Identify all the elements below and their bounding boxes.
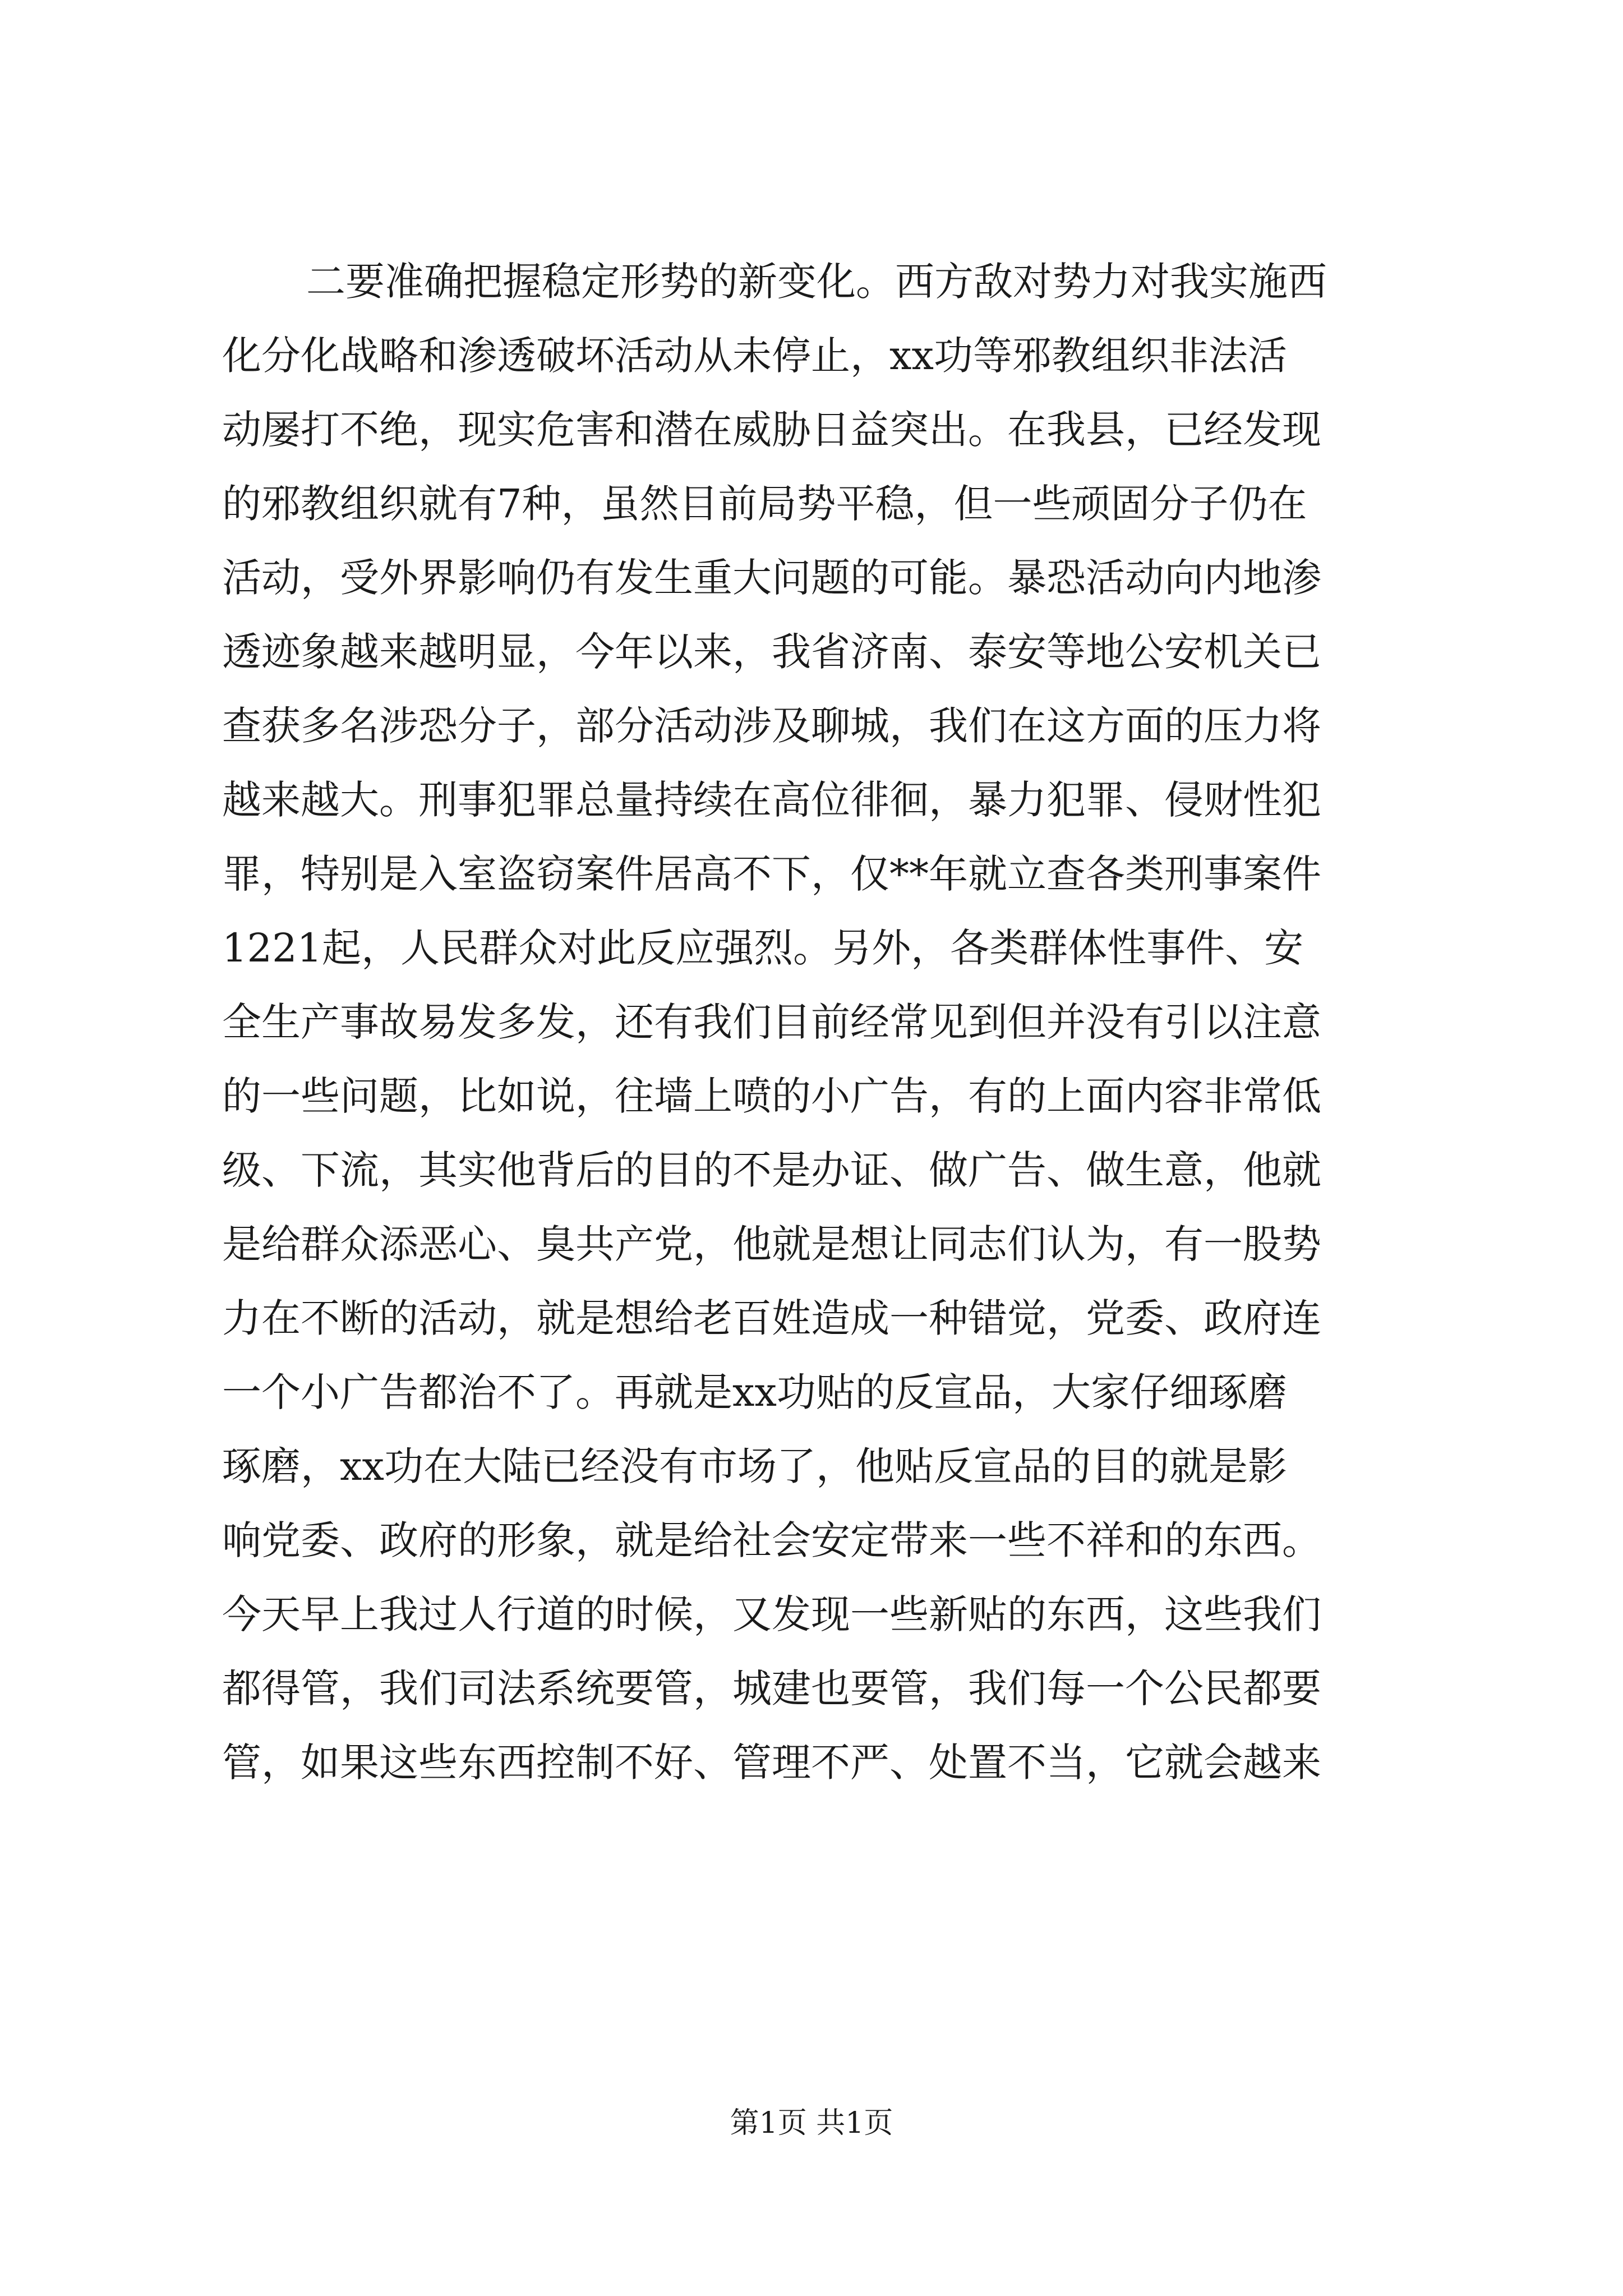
text-line: 力在不断的活动，就是想给老百姓造成一种错觉，党委、政府连 [222,1295,1321,1341]
text-line: 级、下流，其实他背后的目的不是办证、做广告、做生意，他就 [222,1147,1321,1193]
text-line: 都得管，我们司法系统要管，城建也要管，我们每一个公民都要 [222,1665,1321,1711]
text-line: 琢磨，xx功在大陆已经没有市场了，他贴反宣品的目的就是影 [222,1443,1287,1489]
text-line: 响党委、政府的形象，就是给社会安定带来一些不祥和的东西。 [222,1517,1321,1563]
text-line: 管，如果这些东西控制不好、管理不严、处置不当，它就会越来 [222,1740,1321,1786]
text-line: 化分化战略和渗透破坏活动从未停止，xx功等邪教组织非法活 [222,333,1287,379]
text-line: 活动，受外界影响仍有发生重大问题的可能。暴恐活动向内地渗 [222,555,1321,601]
page-footer: 第1页 共1页 [730,2106,893,2140]
text-line: 的邪教组织就有7种，虽然目前局势平稳，但一些顽固分子仍在 [222,481,1307,527]
text-line: 一个小广告都治不了。再就是xx功贴的反宣品，大家仔细琢磨 [222,1369,1287,1415]
text-line: 越来越大。刑事犯罪总量持续在高位徘徊，暴力犯罪、侵财性犯 [222,777,1321,823]
text-line: 罪，特别是入室盗窃案件居高不下，仅**年就立查各类刑事案件 [222,851,1321,897]
body-paragraph [222,245,1417,1800]
text-line: 二要准确把握稳定形势的新变化。西方敌对势力对我实施西 [306,259,1327,305]
text-line: 的一些问题，比如说，往墙上喷的小广告，有的上面内容非常低 [222,1073,1321,1119]
text-line: 动屡打不绝，现实危害和潜在威胁日益突出。在我县，已经发现 [222,407,1321,453]
text-line: 查获多名涉恐分子，部分活动涉及聊城，我们在这方面的压力将 [222,703,1321,749]
text-line: 1221起，人民群众对此反应强烈。另外，各类群体性事件、安 [222,925,1304,971]
text-line: 透迹象越来越明显，今年以来，我省济南、泰安等地公安机关已 [222,629,1321,675]
text-line: 今天早上我过人行道的时候，又发现一些新贴的东西，这些我们 [222,1591,1321,1637]
text-line: 是给群众添恶心、臭共产党，他就是想让同志们认为，有一股势 [222,1221,1321,1267]
text-line: 全生产事故易发多发，还有我们目前经常见到但并没有引以注意 [222,999,1321,1045]
